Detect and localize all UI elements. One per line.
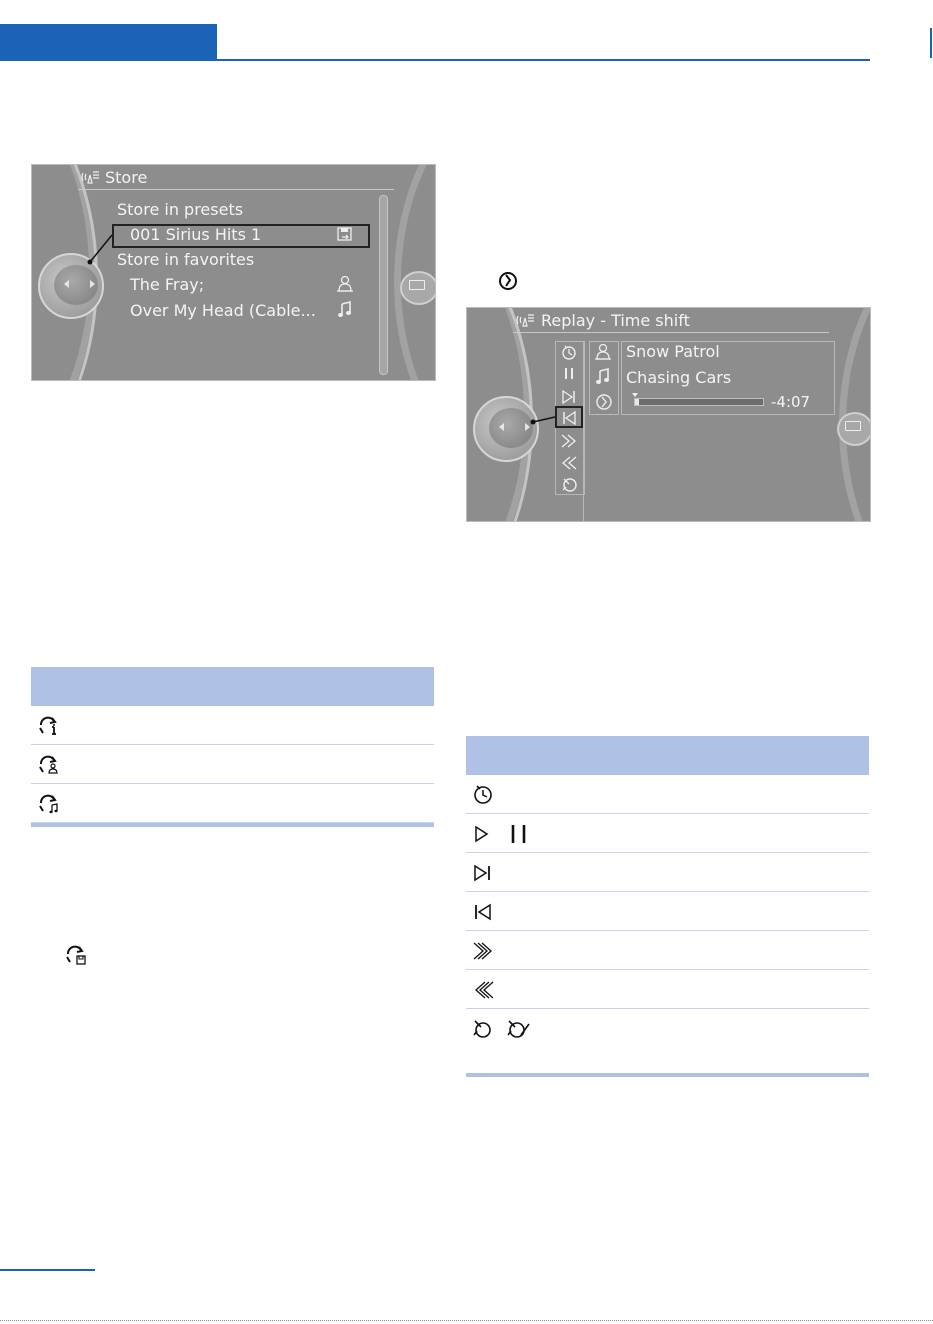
table-row: [466, 970, 869, 1009]
favorite-artist-item: The Fray;: [130, 275, 205, 294]
controller-connector-line: [32, 165, 435, 380]
screen-title: Replay - Time shift: [541, 311, 690, 330]
table-row: [466, 931, 869, 970]
replay-screen: [466, 307, 871, 522]
info-refresh-icon: [37, 715, 61, 737]
rewind-icon: [471, 979, 499, 1001]
live-replay-icon: [471, 1018, 541, 1042]
table-row: [466, 775, 869, 814]
table-header: [31, 667, 434, 706]
table-header: [466, 736, 869, 775]
store-screen: [31, 164, 436, 381]
time-remaining: -4:07: [771, 393, 811, 411]
song-title: Chasing Cars: [626, 368, 732, 387]
table-row: [466, 814, 869, 853]
left-icon-table: [31, 667, 434, 827]
footer-rule: [0, 1269, 95, 1271]
table-row: [31, 706, 434, 745]
section-store-in-favorites: Store in favorites: [117, 250, 255, 269]
header-rule: [217, 59, 870, 61]
table-footer-bar: [466, 1073, 869, 1077]
table-row: [31, 784, 434, 823]
chapter-tab: [0, 24, 217, 61]
controller-connector-line: [467, 308, 870, 521]
table-row: [466, 853, 869, 892]
store-to-favorites-icon: [64, 944, 90, 966]
previous-track-icon: [472, 901, 496, 923]
replay-icon: [497, 270, 519, 292]
artist-refresh-icon: [37, 754, 61, 776]
preset-item: 001 Sirius Hits 1: [130, 225, 262, 244]
header-right-tick: [930, 28, 932, 58]
page-edge-dotted-line: [0, 1320, 933, 1321]
right-icon-table: [466, 736, 869, 1077]
table-row: [31, 745, 434, 784]
screen-title: Store: [105, 168, 148, 187]
next-track-icon: [472, 862, 496, 884]
play-pause-icon: [472, 823, 542, 845]
song-refresh-icon: [37, 793, 61, 815]
timer-icon: [471, 783, 495, 805]
table-row: [466, 892, 869, 931]
favorite-song-item: Over My Head (Cable...: [130, 301, 316, 320]
section-store-in-presets: Store in presets: [117, 200, 244, 219]
table-row: [466, 1009, 869, 1073]
fast-forward-icon: [471, 940, 499, 962]
table-footer-bar: [31, 823, 434, 827]
artist-name: Snow Patrol: [626, 342, 720, 361]
